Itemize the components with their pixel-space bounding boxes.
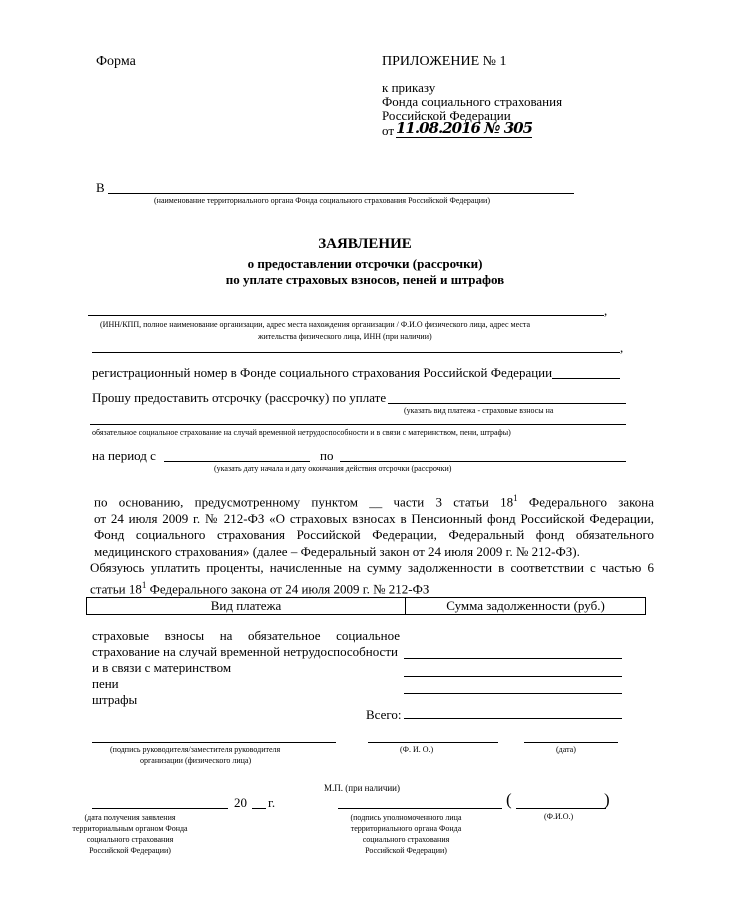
amount-field-penalties-2[interactable] [404, 693, 622, 694]
col-debt-amount: Сумма задолженности (руб.) [406, 598, 646, 615]
addressee-field[interactable] [108, 193, 574, 194]
head-signature-caption-1: (подпись руководителя/заместителя руководителя [110, 745, 281, 754]
year-prefix: 20 [234, 795, 247, 810]
order-underline [396, 137, 532, 138]
official-caption: (подпись уполномоченного лица территориального органа Фонда социального страхования Российской Федерации) [350, 813, 462, 855]
registration-field[interactable] [552, 378, 620, 379]
receipt-date-field[interactable] [92, 808, 228, 809]
amount-field-insurance[interactable] [404, 658, 622, 659]
title-line-2: о предоставлении отсрочки (рассрочки) [247, 256, 483, 271]
basis-line-6: статьи $18^1$ Федерального закона от 24 июля 2009 г. № 212-ФЗ [90, 579, 430, 597]
official-signature-field[interactable] [338, 808, 502, 809]
basis-line-2: от 24 июля 2009 г. № 212-ФЗ «О страховых взносах в Пенсионный фонд Российской Федерации, [94, 510, 654, 526]
payments-table [86, 597, 646, 615]
basis-line-5: Обязуюсь уплатить проценты, начисленные на сумму задолженности в соответствии с частью 6 [90, 560, 654, 576]
amount-field-penalties-1[interactable] [404, 676, 622, 677]
applicant-field-2[interactable] [92, 352, 620, 353]
request-caption-2: обязательное социальное страхование на случай временной нетрудоспособности и в связи с материнством, пени, штрафы) [92, 428, 511, 437]
period-caption: (указать дату начала и дату окончания действия отсрочки (рассрочки) [214, 464, 452, 473]
basis-paragraph [90, 490, 655, 598]
payments-total-label: Всего: [366, 707, 402, 722]
payment-item-3: штрафы [92, 692, 138, 707]
form-label: Форма [96, 54, 136, 69]
head-date-caption: (дата) [556, 745, 576, 754]
document-title: ЗАЯВЛЕНИЕ [318, 236, 412, 252]
official-fio-caption: (Ф.И.О.) [544, 812, 574, 821]
title-line-3: по уплате страховых взносов, пеней и штрафов [225, 272, 505, 287]
period-end-field[interactable] [340, 461, 626, 462]
request-text: Прошу предоставить отсрочку (рассрочку) по уплате [92, 390, 387, 405]
addressee-prefix: В [96, 180, 105, 195]
registration-label: регистрационный номер в Фонде социального страхования Российской Федерации [92, 365, 553, 380]
head-signature-caption-2: организации (физического лица) [140, 756, 252, 765]
applicant-field-1[interactable] [88, 315, 604, 316]
order-line-2: Фонда социального страхования [382, 94, 563, 109]
basis-line-4: медицинского страхования» (далее – Федеральный закон от 24 июля 2009 г. № 212-ФЗ). [94, 543, 580, 559]
applicant-comma-2: , [620, 340, 624, 355]
head-fio-caption: (Ф. И. О.) [400, 745, 434, 754]
applicant-comma: , [604, 303, 608, 318]
stamp-label: М.П. (при наличии) [324, 783, 400, 793]
request-caption-1: (указать вид платежа - страховые взносы на [404, 406, 554, 415]
payment-item-1-line-1: страховые взносы на обязательное социальное [92, 628, 400, 643]
period-to-label: по [320, 448, 334, 463]
amount-field-total[interactable] [404, 718, 622, 719]
order-from-label: от [382, 123, 395, 138]
period-start-field[interactable] [164, 461, 310, 462]
paren-open: ( [506, 790, 512, 809]
addressee-caption: (наименование территориального органа Фонда социального страхования Российской Федерации) [154, 196, 490, 205]
applicant-caption-1: (ИНН/КПП, полное наименование организации, адрес места нахождения организации / Ф.И.О физического лица, адрес места [100, 320, 531, 329]
receipt-caption: (дата получения заявления территориальным органом Фонда социального страхования Российской Федерации) [72, 813, 188, 855]
year-suffix: г. [268, 795, 276, 810]
paren-close: ) [604, 790, 610, 809]
payment-item-1-line-2: страхование на случай временной нетрудоспособности [92, 644, 398, 659]
period-label: на период с [92, 448, 156, 463]
order-line-1: к приказу [382, 80, 436, 95]
handwritten-order-date-number: 11.08.2016 № 305 [396, 119, 532, 137]
official-fio-field[interactable] [516, 808, 606, 809]
basis-line-3: Фонд социального страхования Российской Федерации, Федеральный фонд обязательного [94, 527, 654, 543]
head-fio-field[interactable] [368, 742, 498, 743]
payment-item-2: пени [92, 676, 119, 691]
appendix-title: ПРИЛОЖЕНИЕ № 1 [382, 54, 507, 69]
applicant-caption-2: жительства физического лица, ИНН (при наличии) [258, 332, 432, 341]
year-field[interactable] [252, 808, 266, 809]
head-date-field[interactable] [524, 742, 618, 743]
order-line-3: Российской Федерации [382, 108, 511, 123]
payment-item-1-line-3: и в связи с материнством [92, 660, 232, 675]
col-payment-type: Вид платежа [87, 598, 406, 615]
payment-type-field-2[interactable] [90, 424, 626, 425]
basis-line-1: по основанию, предусмотренному пунктом __ части 3 статьи $18^1$ Федерального закона [94, 493, 655, 510]
payment-type-field[interactable] [388, 403, 626, 404]
head-signature-field[interactable] [92, 742, 336, 743]
